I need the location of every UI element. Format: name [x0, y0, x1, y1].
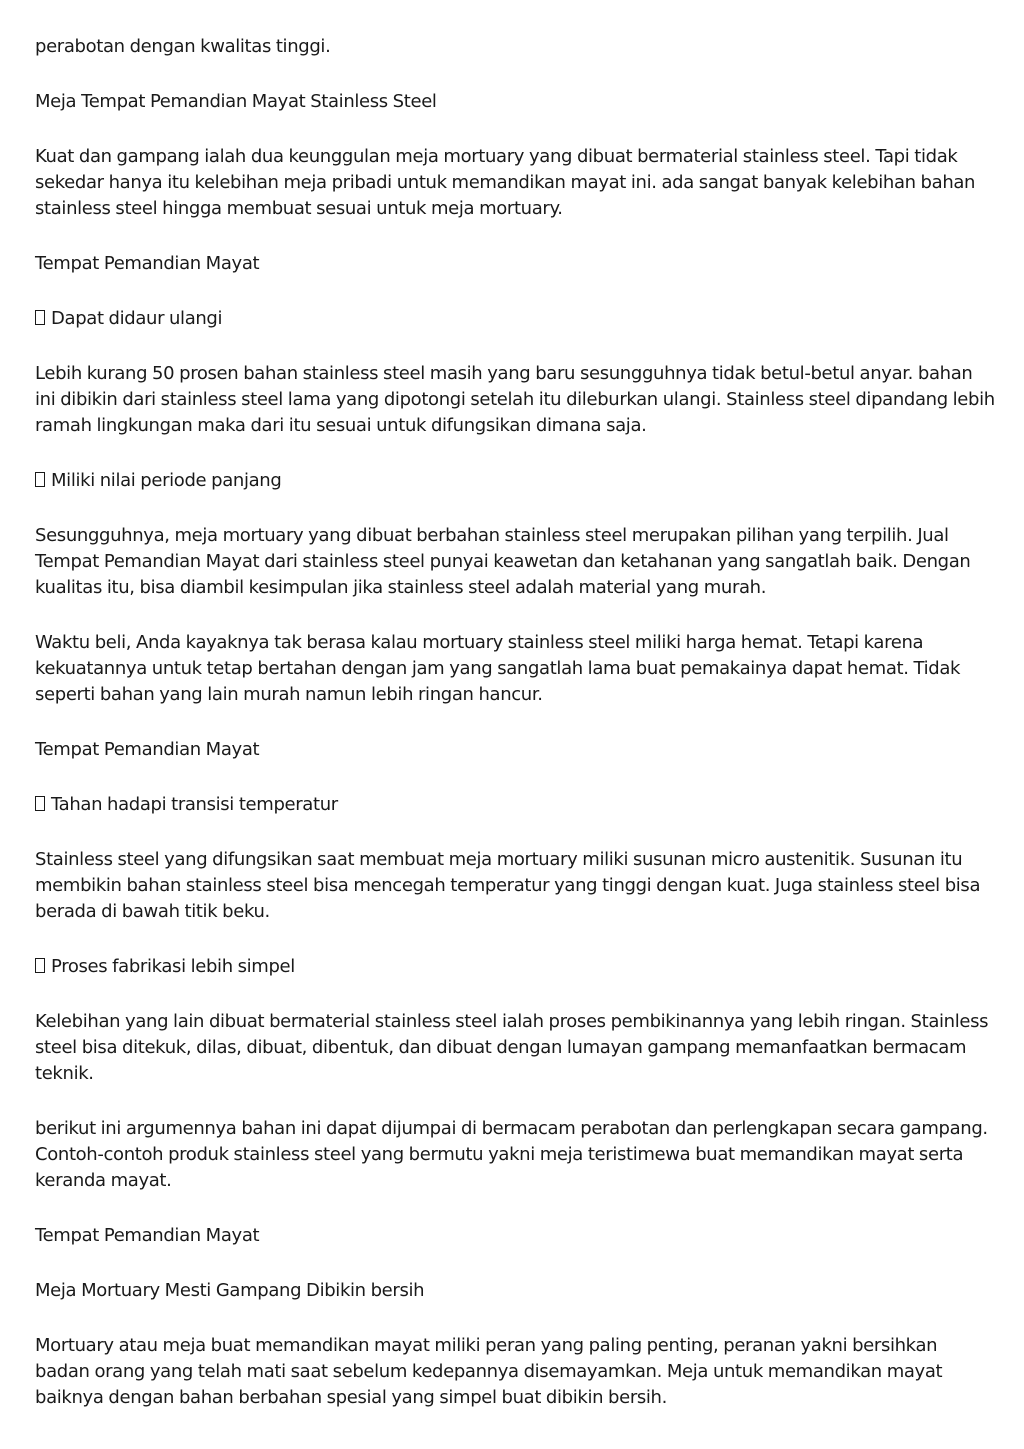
- paragraph: perabotan dengan kwalitas tinggi.: [35, 36, 331, 57]
- paragraph: berikut ini argumennya bahan ini dapat dijumpai di bermacam perabotan dan perlengkapan secara gampang. Contoh-contoh produk stainless steel yang bermutu yakni meja teristimewa buat memandikan mayat serta keranda mayat.: [35, 1118, 988, 1191]
- bullet-item-label: Proses fabrikasi lebih simpel: [51, 956, 295, 977]
- section-heading: Meja Mortuary Mesti Gampang Dibikin bersih: [35, 1280, 425, 1301]
- bullet-item: [35, 306, 995, 332]
- bullet-item: [35, 468, 995, 494]
- paragraph: Lebih kurang 50 prosen bahan stainless steel masih yang baru sesungguhnya tidak betul-betul anyar. bahan ini dibikin dari stainless steel lama yang dipotongi setelah itu dileburkan ulangi. Stainless steel dipandang lebih ramah lingkungan maka dari itu sesuai untuk difungsikan dimana saja.: [35, 363, 995, 436]
- paragraph: Mortuary atau meja buat memandikan mayat miliki peran yang paling penting, peranan yakni bersihkan badan orang yang telah mati saat sebelum kedepannya disemayamkan. Meja untuk memandikan mayat baiknya dengan bahan berbahan spesial yang simpel buat dibikin bersih.: [35, 1335, 943, 1408]
- document-page: [35, 34, 995, 1440]
- bullet-item: [35, 792, 995, 818]
- paragraph: Sesungguhnya, meja mortuary yang dibuat berbahan stainless steel merupakan pilihan yang terpilih. Jual Tempat Pemandian Mayat dari stainless steel punyai keawetan dan ketahanan yang sangatlah baik. Dengan kualitas itu, bisa diambil kesimpulan jika stainless steel adalah material yang murah.: [35, 525, 971, 598]
- bullet-item-label: Dapat didaur ulangi: [51, 308, 223, 329]
- missing-glyph-icon: [35, 310, 45, 325]
- bullet-item: [35, 954, 995, 980]
- missing-glyph-icon: [35, 472, 45, 487]
- section-heading: Tempat Pemandian Mayat: [35, 739, 260, 760]
- missing-glyph-icon: [35, 958, 45, 973]
- missing-glyph-icon: [35, 796, 45, 811]
- paragraph: Kuat dan gampang ialah dua keunggulan meja mortuary yang dibuat bermaterial stainless steel. Tapi tidak sekedar hanya itu kelebihan meja pribadi untuk memandikan mayat ini. ada sangat banyak kelebihan bahan stainless steel hingga membuat sesuai untuk meja mortuary.: [35, 146, 976, 219]
- bullet-item-label: Tahan hadapi transisi temperatur: [51, 794, 338, 815]
- bullet-item-label: Miliki nilai periode panjang: [51, 470, 282, 491]
- section-heading: Tempat Pemandian Mayat: [35, 253, 260, 274]
- section-heading: Tempat Pemandian Mayat: [35, 1225, 260, 1246]
- section-heading: Meja Tempat Pemandian Mayat Stainless Steel: [35, 91, 437, 112]
- paragraph: Stainless steel yang difungsikan saat membuat meja mortuary miliki susunan micro austenitik. Susunan itu membikin bahan stainless steel bisa mencegah temperatur yang tinggi dengan kuat. Juga stainless steel bisa berada di bawah titik beku.: [35, 849, 981, 922]
- paragraph: Waktu beli, Anda kayaknya tak berasa kalau mortuary stainless steel miliki harga hemat. Tetapi karena kekuatannya untuk tetap bertahan dengan jam yang sangatlah lama buat pemakainya dapat hemat. Tidak seperti bahan yang lain murah namun lebih ringan hancur.: [35, 632, 961, 705]
- paragraph: Kelebihan yang lain dibuat bermaterial stainless steel ialah proses pembikinannya yang lebih ringan. Stainless steel bisa ditekuk, dilas, dibuat, dibentuk, dan dibuat dengan lumayan gampang memanfaatkan bermacam teknik.: [35, 1011, 989, 1084]
